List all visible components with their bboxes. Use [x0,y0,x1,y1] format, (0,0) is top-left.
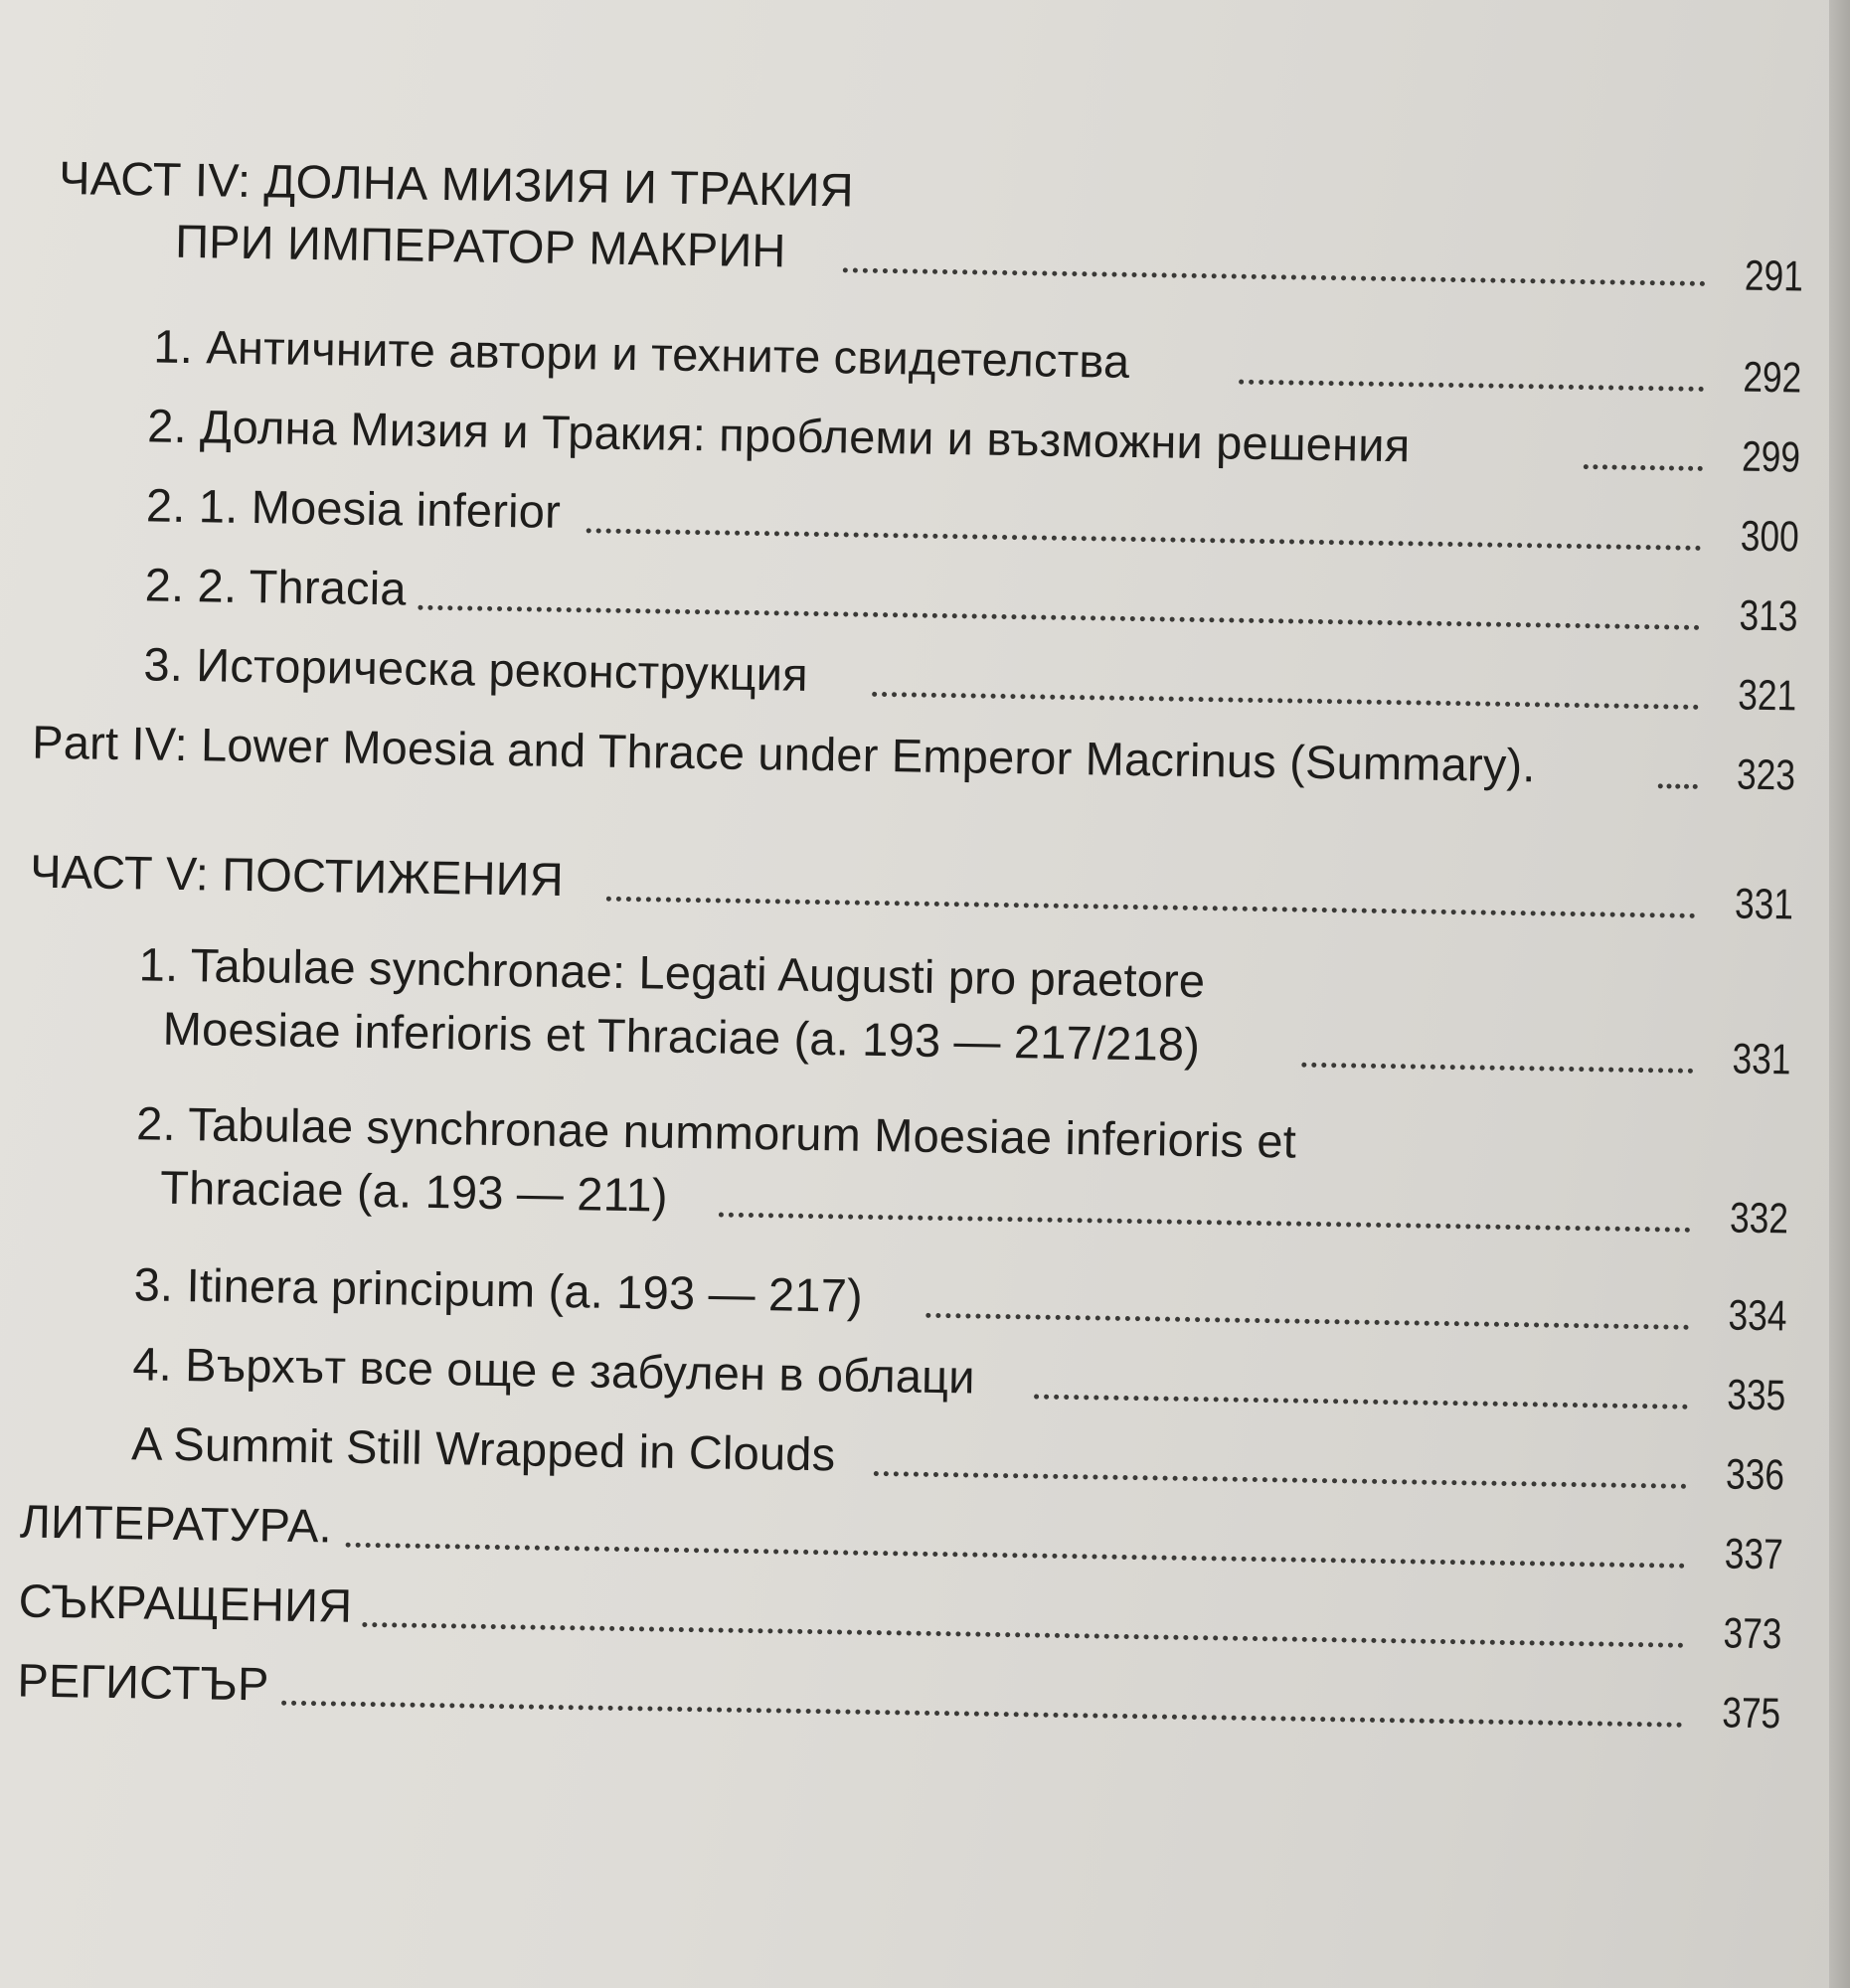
page-number: 321 [1738,671,1797,721]
toc-entry-title: 4. Върхът все още е забулен в облаци [132,1337,976,1404]
dot-leader [587,528,1702,551]
toc-entry-title: 3. Itinera principum (a. 193 — 217) [133,1257,864,1322]
page-number: 337 [1724,1530,1784,1579]
toc-entry-p5-2 [0,1093,1811,1261]
toc-entry-title: ЧАСТ V: ПОСТИЖЕНИЯ [29,844,565,907]
page-number: 291 [1744,251,1804,301]
dot-leader [346,1543,1686,1569]
page-number: 334 [1728,1291,1787,1341]
dot-leader [418,605,1700,630]
dot-leader [719,1213,1691,1233]
toc-entry-title: 2. 1. Moesia inferior [145,478,562,538]
toc-entry-title-line1: 2. Tabulae synchronae nummorum Moesiae inferioris et [135,1096,1297,1168]
page-edge [1829,0,1850,1988]
page-number: 300 [1740,512,1800,562]
page-number: 292 [1743,353,1802,403]
dot-leader [1239,380,1704,392]
toc-entry-title-line1: 1. Tabulae synchronae: Legati Augusti pro praetore [138,937,1206,1008]
dot-leader [1034,1395,1688,1409]
toc-entry-title-line2: Thraciae (a. 193 — 211) [159,1160,669,1222]
page-number: 331 [1734,880,1794,929]
dot-leader [281,1701,1683,1728]
toc-entry-part4 [0,149,1826,307]
toc-entry-title: 2. Долна Мизия и Тракия: проблеми и възможни решения [146,399,1411,472]
page-number: 331 [1732,1035,1791,1084]
toc-entry-p5-1 [0,934,1814,1102]
toc-entry-title: A Summit Still Wrapped in Clouds [130,1416,836,1481]
toc-entry-title: СЪКРАЩЕНИЯ [18,1574,353,1632]
dot-leader [1658,783,1698,789]
dot-leader [1584,464,1703,471]
toc-entry-title: 3. Историческа реконструкция [143,637,809,701]
toc-entry-part5 [0,843,1815,941]
dot-leader [606,897,1696,918]
toc-entry-title: 2. 2. Thracia [144,558,408,615]
toc-entry-title: РЕГИСТЪР [17,1653,270,1711]
page-number: 375 [1721,1689,1781,1739]
dot-leader [1301,1063,1693,1074]
toc-entry-title-line2: ПРИ ИМПЕРАТОР МАКРИН [174,214,786,277]
toc-entry-register [0,1652,1803,1750]
page-number: 332 [1729,1194,1789,1243]
toc-entry-title-line1: ЧАСТ IV: ДОЛНА МИЗИЯ И ТРАКИЯ [58,150,855,217]
toc-entry-title: Part IV: Lower Moesia and Thrace under Emperor Macrinus (Summary). [31,715,1537,792]
page-number: 373 [1723,1609,1782,1659]
toc-entry-title-line2: Moesiae inferioris et Thraciae (a. 193 — 217/218) [162,1001,1201,1072]
page-number: 335 [1726,1371,1786,1420]
page-number: 313 [1739,591,1798,641]
dot-leader [362,1622,1684,1648]
page-number: 299 [1741,432,1801,482]
toc-entry-title: ЛИТЕРАТУРА. [19,1494,333,1553]
dot-leader [843,267,1706,286]
page-number: 336 [1725,1450,1785,1500]
toc-entry-title: 1. Античните автори и техните свидетелства [153,319,1130,388]
dot-leader [925,1313,1689,1330]
page-number: 323 [1736,750,1796,800]
dot-leader [872,692,1699,710]
toc-entry-p4-summary [0,714,1817,812]
dot-leader [874,1471,1687,1489]
